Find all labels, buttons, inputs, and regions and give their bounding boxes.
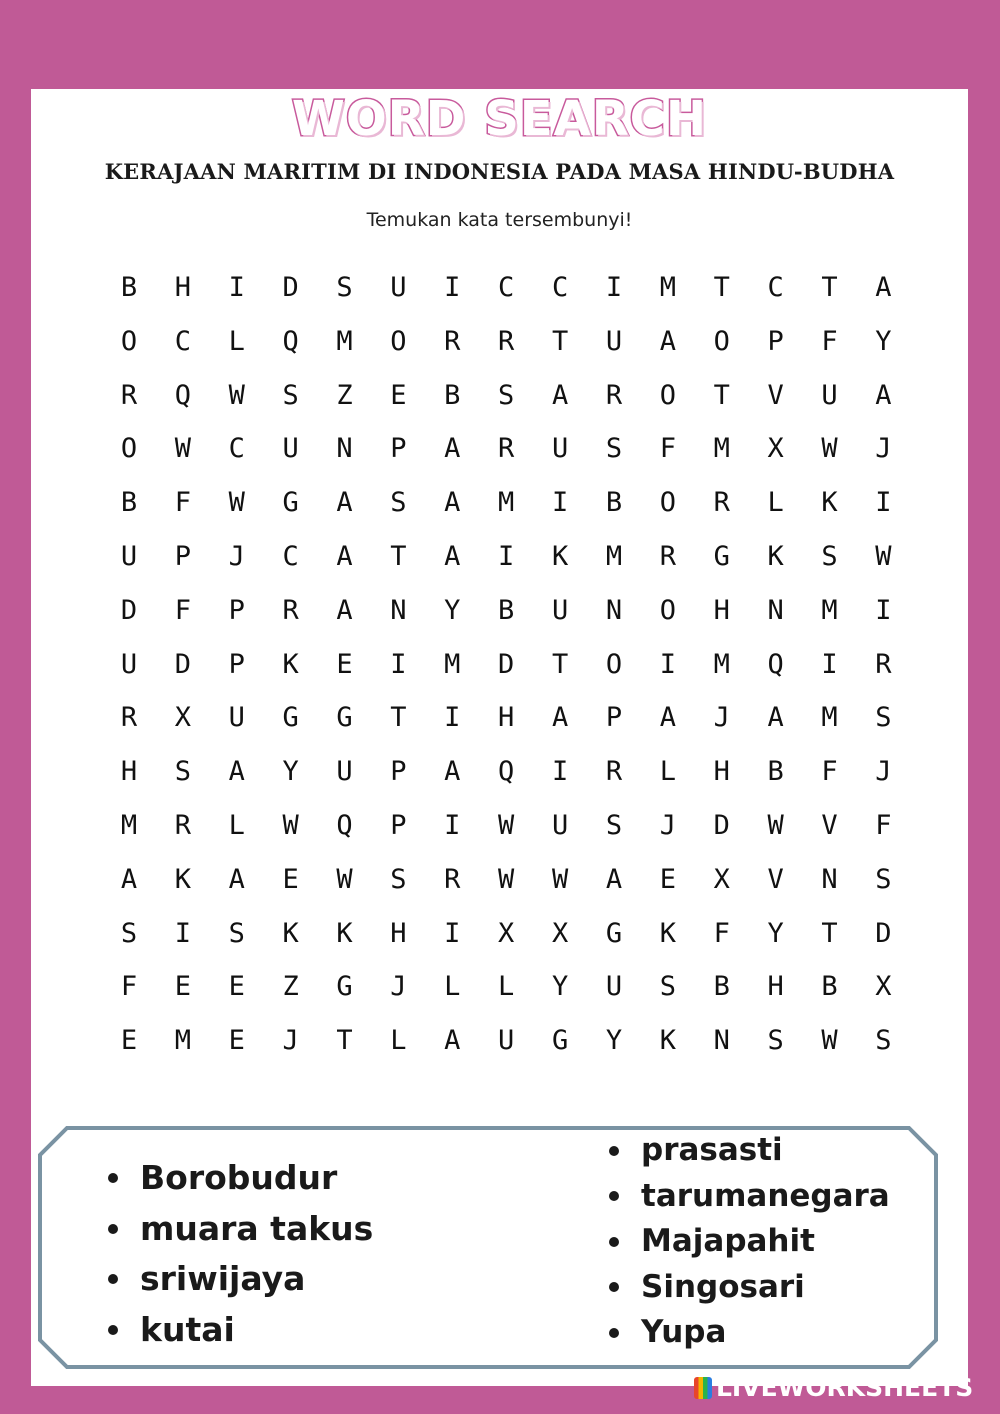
grid-cell[interactable]: R xyxy=(444,325,461,357)
grid-cell[interactable]: H xyxy=(390,917,407,949)
grid-cell[interactable]: K xyxy=(821,487,838,519)
grid-cell[interactable]: T xyxy=(336,1025,353,1057)
bullet-icon xyxy=(108,1274,118,1284)
grid-cell[interactable]: C xyxy=(498,272,515,303)
grid-cell[interactable]: P xyxy=(228,648,245,680)
grid-cell[interactable]: J xyxy=(713,702,730,734)
grid-cell[interactable]: K xyxy=(767,540,784,572)
grid-cell[interactable]: M xyxy=(821,702,838,734)
grid-cell[interactable]: U xyxy=(390,272,407,303)
grid-cell[interactable]: Z xyxy=(336,379,353,411)
grid-cell[interactable]: K xyxy=(282,648,299,680)
grid-cell[interactable]: R xyxy=(120,379,138,411)
grid-cell[interactable]: I xyxy=(551,756,569,788)
grid-cell[interactable]: Y xyxy=(605,1025,623,1057)
grid-cell[interactable]: Y xyxy=(282,756,299,788)
grid-cell[interactable]: C xyxy=(174,325,191,357)
grid-cell[interactable]: W xyxy=(228,379,245,411)
grid-cell[interactable]: P xyxy=(228,594,245,626)
grid-cell[interactable]: I xyxy=(444,272,461,303)
grid-cell[interactable]: D xyxy=(282,272,299,303)
grid-cell[interactable]: B xyxy=(821,971,838,1003)
grid-cell[interactable]: R xyxy=(605,756,623,788)
grid-cell[interactable]: Q xyxy=(767,648,784,680)
grid-cell[interactable]: R xyxy=(875,648,892,680)
grid-cell[interactable]: I xyxy=(875,487,892,519)
grid-cell[interactable]: T xyxy=(390,702,407,734)
bullet-icon xyxy=(609,1146,619,1156)
grid-cell[interactable]: W xyxy=(282,809,299,841)
grid-cell[interactable]: Y xyxy=(767,917,784,949)
grid-cell[interactable]: Y xyxy=(551,971,569,1003)
grid-cell[interactable]: A xyxy=(444,756,461,788)
grid-cell[interactable]: X xyxy=(875,971,892,1003)
word-label: Borobudur xyxy=(140,1158,338,1197)
grid-cell[interactable]: F xyxy=(875,809,892,841)
grid-cell[interactable]: E xyxy=(120,1025,138,1057)
grid-cell[interactable]: U xyxy=(551,594,569,626)
grid-cell[interactable]: B xyxy=(767,756,784,788)
grid-cell[interactable]: E xyxy=(390,379,407,411)
grid-cell[interactable]: R xyxy=(444,863,461,895)
grid-cell[interactable]: S xyxy=(390,863,407,895)
grid-cell[interactable]: S xyxy=(821,540,838,572)
bullet-icon xyxy=(108,1325,118,1335)
grid-cell[interactable]: A xyxy=(120,863,138,895)
grid-cell[interactable]: M xyxy=(174,1025,191,1057)
brand-text: LIVEWORKSHEETS xyxy=(716,1373,974,1402)
bullet-icon xyxy=(609,1282,619,1292)
grid-cell[interactable]: B xyxy=(605,487,623,519)
grid-cell[interactable]: I xyxy=(875,594,892,626)
grid-cell[interactable]: A xyxy=(228,863,245,895)
grid-cell[interactable]: V xyxy=(821,809,838,841)
grid-cell[interactable]: B xyxy=(120,487,138,519)
grid-cell[interactable]: N xyxy=(336,433,353,465)
grid-cell[interactable]: I xyxy=(444,809,461,841)
grid-cell[interactable]: I xyxy=(551,487,569,519)
grid-cell[interactable]: S xyxy=(875,863,892,895)
grid-cell[interactable]: Q xyxy=(336,809,353,841)
grid-cell[interactable]: F xyxy=(713,917,730,949)
word-list-left xyxy=(106,1153,373,1355)
grid-cell[interactable]: G xyxy=(605,917,623,949)
grid-cell[interactable]: F xyxy=(174,487,191,519)
grid-cell[interactable]: Q xyxy=(174,379,191,411)
grid-cell[interactable]: O xyxy=(605,648,623,680)
grid-cell[interactable]: U xyxy=(821,379,838,411)
grid-cell[interactable]: H xyxy=(120,756,138,788)
grid-cell[interactable]: S xyxy=(336,272,353,303)
grid-cell[interactable]: R xyxy=(605,379,623,411)
grid-cell[interactable]: I xyxy=(444,702,461,734)
grid-cell[interactable]: M xyxy=(713,648,730,680)
grid-cell[interactable]: N xyxy=(390,594,407,626)
grid-cell[interactable]: A xyxy=(444,540,461,572)
grid-cell[interactable]: T xyxy=(821,272,838,303)
grid-cell[interactable]: A xyxy=(551,702,569,734)
grid-cell[interactable]: R xyxy=(713,487,730,519)
grid-cell[interactable]: H xyxy=(713,756,730,788)
grid-cell[interactable]: W xyxy=(498,863,515,895)
grid-cell[interactable]: S xyxy=(605,433,623,465)
grid-cell[interactable]: F xyxy=(120,971,138,1003)
grid-cell[interactable]: H xyxy=(498,702,515,734)
grid-cell[interactable]: C xyxy=(282,540,299,572)
grid-cell[interactable]: K xyxy=(336,917,353,949)
grid-cell[interactable]: J xyxy=(659,809,676,841)
grid-cell[interactable]: U xyxy=(551,433,569,465)
grid-cell[interactable]: A xyxy=(336,540,353,572)
grid-cell[interactable]: R xyxy=(659,540,676,572)
page-subtitle: KERAJAAN MARITIM DI INDONESIA PADA MASA HINDU-BUDHA xyxy=(104,159,895,184)
grid-cell[interactable]: J xyxy=(390,971,407,1003)
grid-cell[interactable]: E xyxy=(228,971,245,1003)
grid-cell[interactable]: W xyxy=(228,487,245,519)
grid-cell[interactable]: G xyxy=(713,540,730,572)
grid-cell[interactable]: R xyxy=(174,809,191,841)
grid-cell[interactable]: J xyxy=(875,433,892,465)
grid-cell[interactable]: D xyxy=(875,917,892,949)
grid-cell[interactable]: G xyxy=(282,702,299,734)
grid-cell[interactable]: K xyxy=(551,540,569,572)
grid-cell[interactable]: U xyxy=(605,971,623,1003)
grid-cell[interactable]: K xyxy=(282,917,299,949)
grid-cell[interactable]: U xyxy=(120,540,138,572)
liveworksheets-logo-icon xyxy=(694,1377,712,1399)
grid-cell[interactable]: K xyxy=(174,863,191,895)
grid-cell[interactable]: K xyxy=(659,917,676,949)
grid-cell[interactable]: S xyxy=(875,702,892,734)
grid-cell[interactable]: I xyxy=(605,272,623,303)
grid-cell[interactable]: D xyxy=(498,648,515,680)
grid-cell[interactable]: T xyxy=(713,272,730,303)
grid-cell[interactable]: P xyxy=(390,756,407,788)
word-list-item xyxy=(106,1204,373,1255)
grid-cell[interactable]: E xyxy=(282,863,299,895)
grid-cell[interactable]: A xyxy=(444,1025,461,1057)
grid-cell[interactable]: G xyxy=(336,702,353,734)
grid-cell[interactable]: U xyxy=(228,702,245,734)
word-list-item xyxy=(607,1174,890,1220)
grid-cell[interactable]: U xyxy=(336,756,353,788)
grid-cell[interactable]: B xyxy=(444,379,461,411)
grid-cell[interactable]: J xyxy=(282,1025,299,1057)
grid-cell[interactable]: P xyxy=(605,702,623,734)
grid-cell[interactable]: R xyxy=(498,325,515,357)
word-label: Yupa xyxy=(641,1314,727,1350)
worksheet-page xyxy=(31,89,968,1386)
word-list-item xyxy=(106,1153,373,1204)
grid-cell[interactable]: M xyxy=(821,594,838,626)
bullet-icon xyxy=(609,1191,619,1201)
grid-cell[interactable]: M xyxy=(120,809,138,841)
grid-cell[interactable]: W xyxy=(498,809,515,841)
grid-cell[interactable]: P xyxy=(174,540,191,572)
grid-cell[interactable]: H xyxy=(713,594,730,626)
grid-cell[interactable]: J xyxy=(875,756,892,788)
grid-cell[interactable]: A xyxy=(228,756,245,788)
liveworksheets-brand xyxy=(694,1373,973,1402)
grid-cell[interactable]: A xyxy=(875,379,892,411)
grid-cell[interactable]: U xyxy=(605,325,623,357)
grid-cell[interactable]: T xyxy=(551,325,569,357)
word-label: tarumanegara xyxy=(641,1177,890,1214)
bullet-icon xyxy=(609,1237,619,1247)
grid-cell[interactable]: A xyxy=(444,433,461,465)
grid-cell[interactable]: N xyxy=(713,1025,730,1057)
grid-cell[interactable]: E xyxy=(336,648,353,680)
grid-cell[interactable]: R xyxy=(120,702,138,734)
grid-cell[interactable]: O xyxy=(120,325,138,357)
grid-cell[interactable]: G xyxy=(336,971,353,1003)
grid-cell[interactable]: C xyxy=(228,433,245,465)
word-list-right xyxy=(607,1128,890,1356)
grid-cell[interactable]: Y xyxy=(444,594,461,626)
grid-cell[interactable]: T xyxy=(713,379,730,411)
word-label: muara takus xyxy=(140,1208,374,1248)
grid-cell[interactable]: N xyxy=(605,594,623,626)
grid-cell[interactable]: W xyxy=(821,433,838,465)
grid-cell[interactable]: J xyxy=(228,540,245,572)
grid-cell[interactable]: P xyxy=(767,325,784,357)
grid-cell[interactable]: X xyxy=(767,433,784,465)
grid-cell[interactable]: L xyxy=(228,325,245,357)
grid-cell[interactable]: O xyxy=(659,487,676,519)
word-label: Majapahit xyxy=(641,1223,815,1259)
grid-cell[interactable]: D xyxy=(120,594,138,626)
grid-cell[interactable]: R xyxy=(498,433,515,465)
grid-cell[interactable]: W xyxy=(336,863,353,895)
grid-cell[interactable]: I xyxy=(821,648,838,680)
bullet-icon xyxy=(108,1173,118,1183)
grid-cell[interactable]: W xyxy=(767,809,784,841)
grid-cell[interactable]: W xyxy=(174,433,191,465)
grid-cell[interactable]: S xyxy=(390,487,407,519)
grid-cell[interactable]: O xyxy=(659,594,676,626)
grid-cell[interactable]: F xyxy=(174,594,191,626)
word-list-item xyxy=(607,1310,890,1356)
grid-cell[interactable]: P xyxy=(390,433,407,465)
grid-cell[interactable]: R xyxy=(282,594,299,626)
word-list-item xyxy=(607,1265,890,1311)
grid-cell[interactable]: E xyxy=(228,1025,245,1057)
grid-cell[interactable]: Z xyxy=(282,971,299,1003)
grid-cell[interactable]: L xyxy=(228,809,245,841)
grid-cell[interactable]: M xyxy=(444,648,461,680)
grid-cell[interactable]: Q xyxy=(282,325,299,357)
grid-cell[interactable]: H xyxy=(174,272,191,303)
grid-cell[interactable]: U xyxy=(498,1025,515,1057)
grid-cell[interactable]: F xyxy=(659,433,676,465)
grid-cell[interactable]: V xyxy=(767,863,784,895)
grid-cell[interactable]: L xyxy=(390,1025,407,1057)
word-list-item xyxy=(106,1254,373,1305)
word-search-grid[interactable] xyxy=(102,261,910,1068)
grid-cell[interactable]: W xyxy=(821,1025,838,1057)
grid-cell[interactable]: I xyxy=(174,917,191,949)
word-list-item xyxy=(607,1128,890,1174)
grid-cell[interactable]: S xyxy=(767,1025,784,1057)
grid-cell[interactable]: A xyxy=(875,272,892,303)
page-title: WORD SEARCH xyxy=(291,91,708,147)
grid-cell[interactable]: C xyxy=(767,272,784,303)
grid-cell[interactable]: A xyxy=(444,487,461,519)
word-list-box xyxy=(37,1125,939,1370)
grid-cell[interactable]: U xyxy=(551,809,569,841)
grid-cell[interactable]: A xyxy=(336,594,353,626)
grid-cell[interactable]: F xyxy=(821,325,838,357)
word-label: sriwijaya xyxy=(140,1259,306,1298)
grid-cell[interactable]: L xyxy=(498,971,515,1003)
grid-cell[interactable]: T xyxy=(551,648,569,680)
bullet-icon xyxy=(609,1328,619,1338)
grid-cell[interactable]: W xyxy=(875,540,892,572)
grid-cell[interactable]: U xyxy=(120,648,138,680)
grid-cell[interactable]: Q xyxy=(498,756,515,788)
grid-cell[interactable]: N xyxy=(821,863,838,895)
grid-cell[interactable]: M xyxy=(713,433,730,465)
grid-cell[interactable]: S xyxy=(498,379,515,411)
grid-cell[interactable]: S xyxy=(228,917,245,949)
grid-cell[interactable]: M xyxy=(498,487,515,519)
grid-cell[interactable]: E xyxy=(659,863,676,895)
grid-cell[interactable]: A xyxy=(659,325,676,357)
grid-cell[interactable]: X xyxy=(713,863,730,895)
grid-cell[interactable]: L xyxy=(659,756,676,788)
grid-cell[interactable]: A xyxy=(551,379,569,411)
grid-cell[interactable]: K xyxy=(659,1025,676,1057)
grid-cell[interactable]: X xyxy=(551,917,569,949)
grid-cell[interactable]: S xyxy=(120,917,138,949)
grid-cell[interactable]: N xyxy=(767,594,784,626)
grid-cell[interactable]: I xyxy=(444,917,461,949)
word-label: prasasti xyxy=(641,1132,783,1168)
grid-cell[interactable]: X xyxy=(174,702,191,734)
word-list-item xyxy=(607,1219,890,1265)
grid-cell[interactable]: U xyxy=(282,433,299,465)
word-label: Singosari xyxy=(641,1268,805,1305)
grid-cell[interactable]: T xyxy=(821,917,838,949)
instruction-text: Temukan kata tersembunyi! xyxy=(366,209,633,231)
grid-cell[interactable]: Y xyxy=(875,325,892,357)
grid-cell[interactable]: M xyxy=(659,272,676,303)
grid-cell[interactable]: I xyxy=(659,648,676,680)
word-list-item xyxy=(106,1305,373,1356)
grid-cell[interactable]: S xyxy=(174,756,191,788)
grid-cell[interactable]: I xyxy=(498,540,515,572)
grid-cell[interactable]: S xyxy=(282,379,299,411)
grid-cell[interactable]: S xyxy=(875,1025,892,1057)
grid-cell[interactable]: M xyxy=(336,325,353,357)
grid-cell[interactable]: O xyxy=(659,379,676,411)
grid-cell[interactable]: B xyxy=(498,594,515,626)
grid-cell[interactable]: A xyxy=(605,863,623,895)
grid-cell[interactable]: T xyxy=(390,540,407,572)
grid-cell[interactable]: A xyxy=(659,702,676,734)
grid-cell[interactable]: D xyxy=(713,809,730,841)
grid-cell[interactable]: A xyxy=(767,702,784,734)
grid-cell[interactable]: O xyxy=(390,325,407,357)
grid-cell[interactable]: S xyxy=(659,971,676,1003)
grid-cell[interactable]: W xyxy=(551,863,569,895)
grid-cell[interactable]: O xyxy=(120,433,138,465)
grid-cell[interactable]: C xyxy=(551,272,569,303)
grid-cell[interactable]: E xyxy=(174,971,191,1003)
grid-cell[interactable]: A xyxy=(336,487,353,519)
bullet-icon xyxy=(108,1224,118,1234)
grid-cell[interactable]: F xyxy=(821,756,838,788)
grid-cell[interactable]: V xyxy=(767,379,784,411)
grid-cell[interactable]: G xyxy=(551,1025,569,1057)
grid-cell[interactable]: B xyxy=(713,971,730,1003)
grid-cell[interactable]: I xyxy=(228,272,245,303)
grid-cell[interactable]: H xyxy=(767,971,784,1003)
grid-cell[interactable]: L xyxy=(444,971,461,1003)
grid-cell[interactable]: O xyxy=(713,325,730,357)
word-label: kutai xyxy=(140,1309,235,1349)
grid-cell[interactable]: I xyxy=(390,648,407,680)
grid-cell[interactable]: D xyxy=(174,648,191,680)
grid-cell[interactable]: L xyxy=(767,487,784,519)
grid-cell[interactable]: X xyxy=(498,917,515,949)
grid-cell[interactable]: G xyxy=(282,487,299,519)
grid-cell[interactable]: B xyxy=(120,272,138,303)
grid-cell[interactable]: S xyxy=(605,809,623,841)
grid-cell[interactable]: M xyxy=(605,540,623,572)
grid-cell[interactable]: P xyxy=(390,809,407,841)
